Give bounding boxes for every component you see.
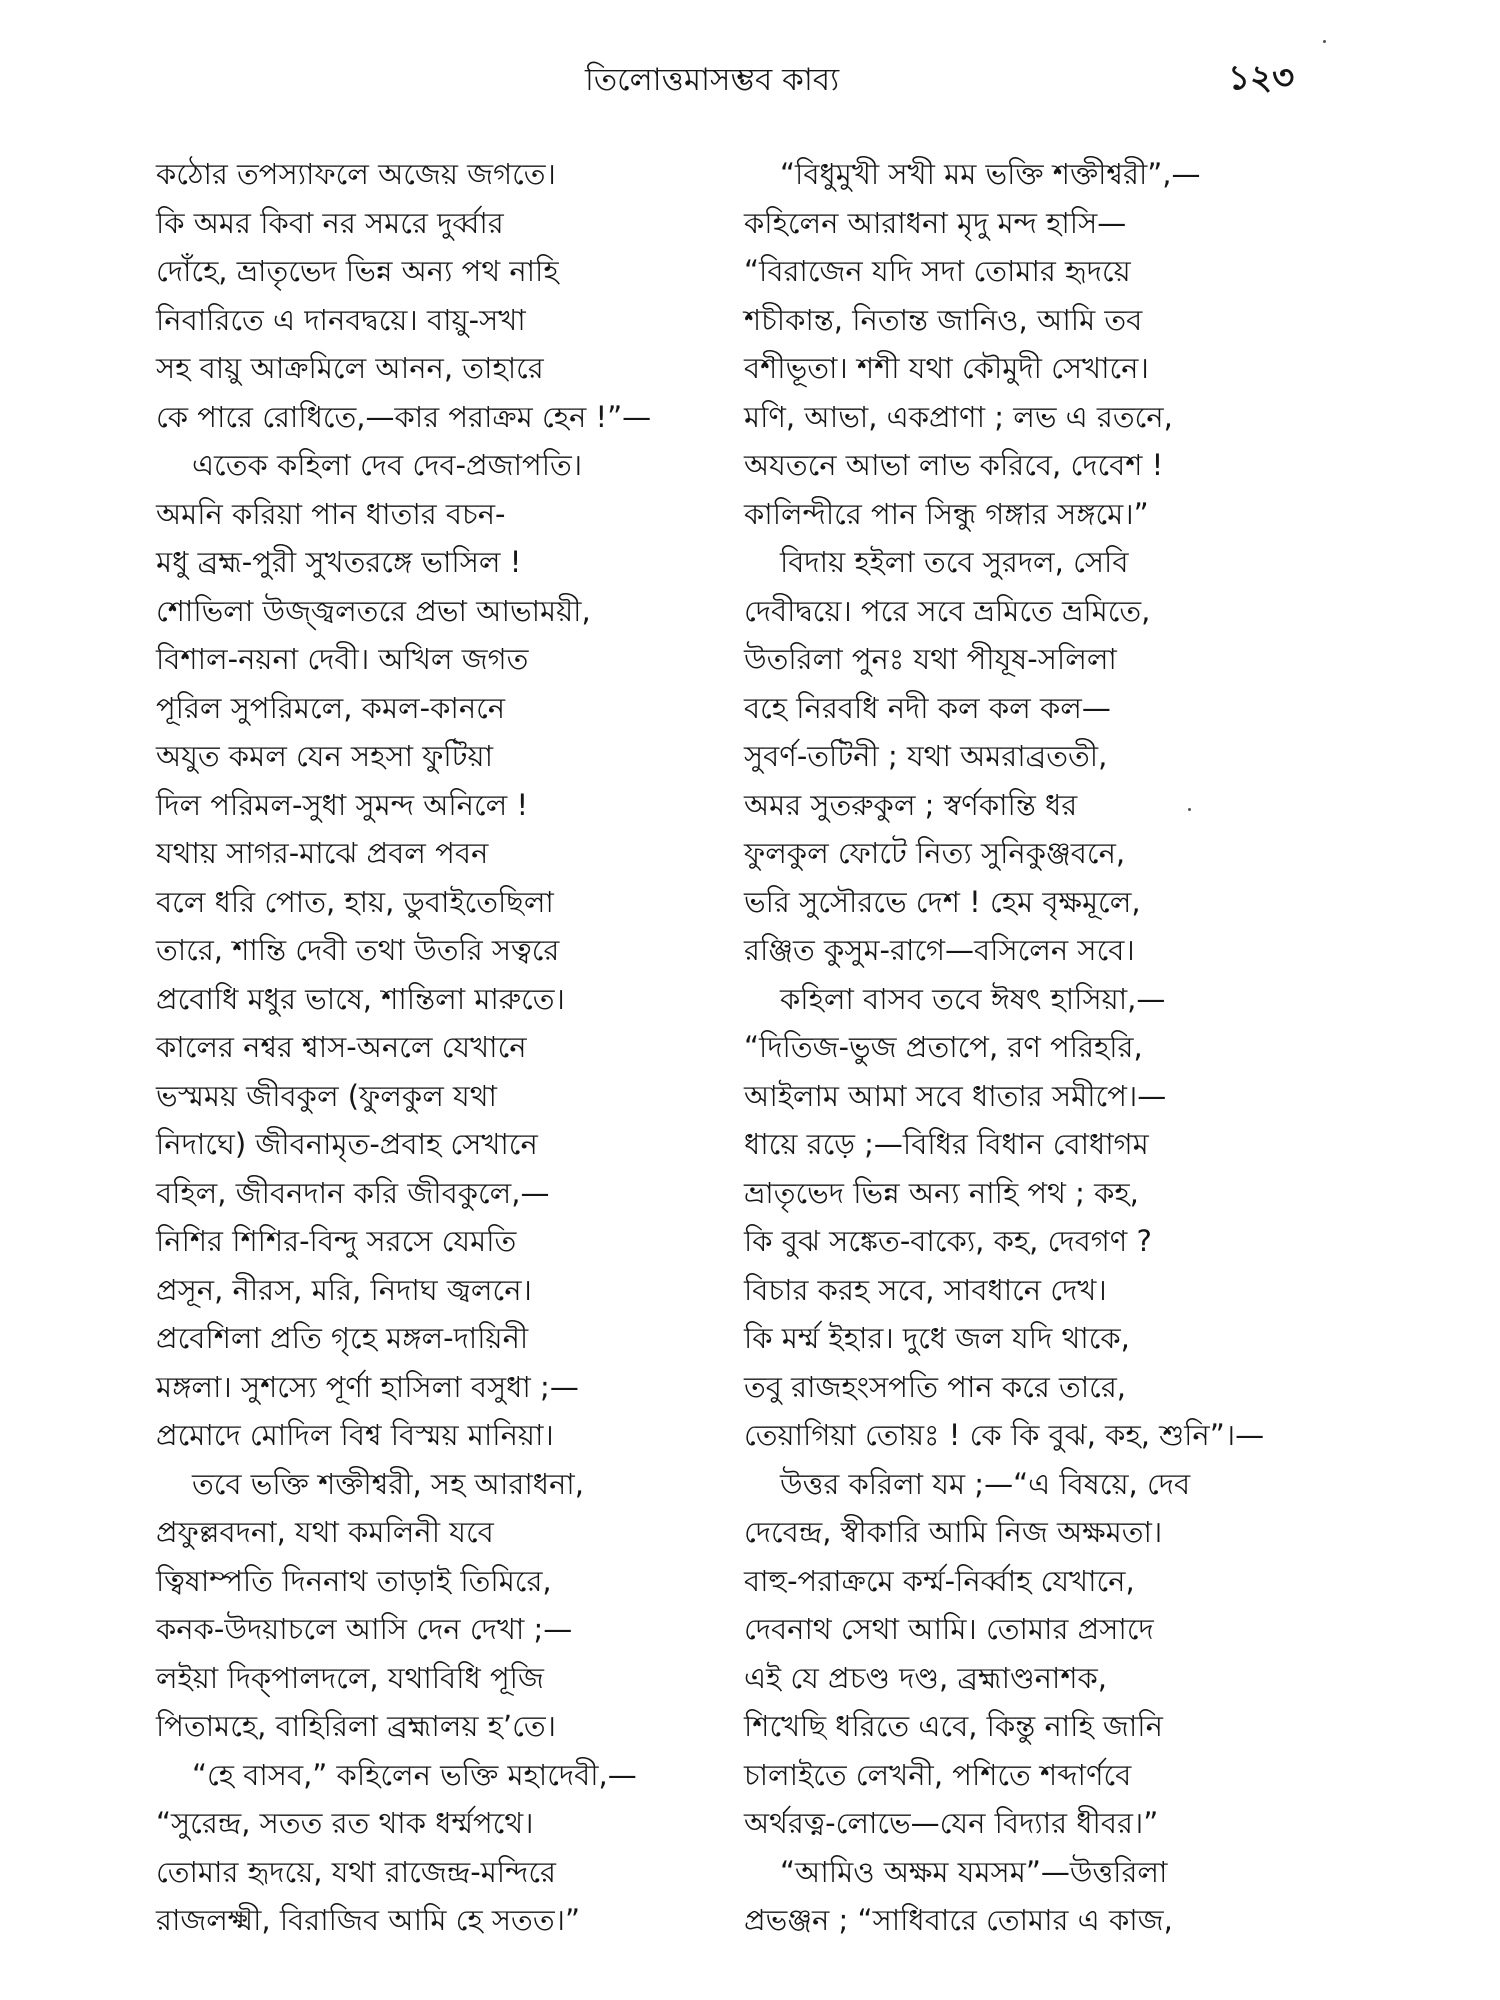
- verse-line: তেয়াগিয়া তোয়ঃ ! কে কি বুঝ, কহ, শুনি”।—: [744, 1418, 1265, 1452]
- verse-line: নিশির শিশির-বিন্দু সরসে যেমতি: [156, 1224, 517, 1258]
- verse-line: দিল পরিমল-সুধা সুমন্দ অনিলে !: [156, 787, 529, 822]
- verse-line: শচীকান্ত, নিতান্ত জানিও, আমি তব: [744, 302, 1143, 337]
- right-column: [744, 150, 1304, 1945]
- verse-line: এই যে প্রচণ্ড দণ্ড, ব্রহ্মাণ্ডনাশক,: [744, 1660, 1107, 1695]
- verse-line: কি মর্ম্ম ইহার। দুধে জল যদি থাকে,: [744, 1321, 1130, 1355]
- verse-line: বিদায় হইলা তবে সুরদল, সেবি: [780, 545, 1129, 579]
- verse-line: কহিলেন আরাধনা মৃদু মন্দ হাসি—: [744, 205, 1127, 240]
- verse-line: রঞ্জিত কুসুম-রাগে—বসিলেন সবে।: [744, 933, 1135, 967]
- verse-line: তারে, শান্তি দেবী তথা উতরি সত্বরে: [156, 933, 560, 967]
- verse-line: “আমিও অক্ষম যমসম”—উত্তরিলা: [780, 1854, 1168, 1889]
- verse-line: মধু ব্রহ্ম-পুরী সুখতরঙ্গে ভাসিল !: [156, 545, 522, 579]
- verse-line: কে পারে রোধিতে,—কার পরাক্রম হেন !”—: [156, 399, 652, 434]
- verse-line: প্রবোধি মধুর ভাষে, শান্তিলা মারুতে।: [156, 981, 565, 1016]
- verse-line: উত্তর করিলা যম ;—“এ বিষয়ে, দেব: [780, 1466, 1191, 1501]
- verse-line: উতরিলা পুনঃ যথা পীযূষ-সলিলা: [744, 642, 1117, 676]
- verse-line: অমর সুতরুকুল ; স্বর্ণকান্তি ধর: [744, 787, 1078, 822]
- verse-line: কি অমর কিবা নর সমরে দুর্ব্বার: [156, 205, 504, 240]
- left-column: [156, 150, 716, 1945]
- verse-line: তোমার হৃদয়ে, যথা রাজেন্দ্র-মন্দিরে: [156, 1854, 556, 1889]
- verse-line: শিখেছি ধরিতে এবে, কিন্তু নাহি জানি: [744, 1709, 1163, 1743]
- verse-line: অযতনে আভা লাভ করিবে, দেবেশ !: [744, 448, 1164, 482]
- verse-line: তবু রাজহংসপতি পান করে তারে,: [744, 1369, 1126, 1404]
- verse-line: দোঁহে, ভ্রাতৃভেদ ভিন্ন অন্য পথ নাহি: [156, 254, 559, 288]
- verse-line: লইয়া দিক্‌পালদলে, যথাবিধি পূজি: [156, 1660, 544, 1695]
- verse-line: প্রসূন, নীরস, মরি, নিদাঘ জ্বলনে।: [156, 1272, 532, 1307]
- verse-line: ধায়ে রড়ে ;—বিধির বিধান বোধাগম: [744, 1127, 1149, 1161]
- verse-line: বলে ধরি পোত, হায়, ডুবাইতেছিলা: [156, 884, 554, 919]
- verse-line: “হে বাসব,” কহিলেন ভক্তি মহাদেবী,—: [192, 1757, 637, 1792]
- verse-line: সহ বায়ু আক্রমিলে আনন, তাহারে: [156, 351, 544, 385]
- verse-line: বাহু-পরাক্রমে কর্ম্ম-নির্ব্বাহ যেখানে,: [744, 1563, 1135, 1598]
- verse-line: এতেক কহিলা দেব দেব-প্রজাপতি।: [192, 448, 583, 482]
- verse-line: ভরি সুসৌরভে দেশ ! হেম বৃক্ষমূলে,: [744, 884, 1141, 919]
- verse-line: নিদাঘে) জীবনামৃত-প্রবাহ সেখানে: [156, 1127, 538, 1161]
- verse-line: অমনি করিয়া পান ধাতার বচন-: [156, 496, 506, 531]
- verse-line: চালাইতে লেখনী, পশিতে শব্দার্ণবে: [744, 1757, 1132, 1792]
- verse-line: বশীভূতা। শশী যথা কৌমুদী সেখানে।: [744, 351, 1149, 385]
- verse-line: দেবীদ্বয়ে। পরে সবে ভ্রমিতে ভ্রমিতে,: [744, 593, 1151, 628]
- verse-line: ত্বিষাম্পতি দিননাথ তাড়াই তিমিরে,: [156, 1563, 552, 1598]
- verse-line: প্রমোদে মোদিল বিশ্ব বিস্ময় মানিয়া।: [156, 1418, 554, 1452]
- verse-line: বহে নিরবধি নদী কল কল কল—: [744, 690, 1111, 725]
- print-speck: [1188, 808, 1191, 811]
- verse-line: প্রবেশিলা প্রতি গৃহে মঙ্গল-দায়িনী: [156, 1321, 529, 1355]
- running-title: তিলোত্তমাসম্ভব কাব্য: [585, 62, 840, 98]
- verse-line: সুবর্ণ-তটিনী ; যথা অমরাব্রততী,: [744, 739, 1108, 773]
- verse-line: যথায় সাগর-মাঝে প্রবল পবন: [156, 836, 489, 870]
- verse-line: প্রফুল্লবদনা, যথা কমলিনী যবে: [156, 1515, 494, 1549]
- verse-line: মঙ্গলা। সুশস্যে পূর্ণা হাসিলা বসুধা ;—: [156, 1369, 579, 1404]
- verse-line: “বিরাজেন যদি সদা তোমার হৃদয়ে: [744, 254, 1131, 288]
- verse-line: বহিল, জীবনদান করি জীবকুলে,—: [156, 1175, 550, 1210]
- verse-line: ভ্রাতৃভেদ ভিন্ন অন্য নাহি পথ ; কহ,: [744, 1175, 1139, 1210]
- verse-line: কহিলা বাসব তবে ঈষৎ হাসিয়া,—: [780, 981, 1166, 1016]
- verse-line: কি বুঝ সঙ্কেত-বাক্যে, কহ, দেবগণ ?: [744, 1224, 1152, 1258]
- verse-line: বিচার করহ সবে, সাবধানে দেখ।: [744, 1272, 1107, 1307]
- verse-line: ফুলকুল ফোটে নিত্য সুনিকুঞ্জবনে,: [744, 836, 1126, 870]
- verse-line: “সুরেন্দ্র, সতত রত থাক ধর্ম্মপথে।: [156, 1806, 534, 1840]
- verse-line: দেবনাথ সেথা আমি। তোমার প্রসাদে: [744, 1612, 1154, 1646]
- verse-line: পিতামহে, বাহিরিলা ব্রহ্মালয় হ’তে।: [156, 1709, 557, 1743]
- verse-line: কনক-উদয়াচলে আসি দেন দেখা ;—: [156, 1612, 573, 1646]
- verse-line: রাজলক্ষ্মী, বিরাজিব আমি হে সতত।”: [156, 1903, 580, 1937]
- verse-line: পূরিল সুপরিমলে, কমল-কাননে: [156, 690, 506, 725]
- verse-line: শোভিলা উজ্জ্বলতরে প্রভা আভাময়ী,: [156, 593, 591, 628]
- verse-line: অযুত কমল যেন সহসা ফুটিয়া: [156, 739, 493, 773]
- verse-line: কালের নশ্বর শ্বাস-অনলে যেখানে: [156, 1030, 527, 1064]
- page-number: ১২৩: [1228, 58, 1295, 98]
- verse-line: আইলাম আমা সবে ধাতার সমীপে।—: [744, 1078, 1167, 1113]
- verse-line: “দিতিজ-ভুজ প্রতাপে, রণ পরিহরি,: [744, 1030, 1143, 1064]
- page-header: [0, 50, 1500, 110]
- verse-line: নিবারিতে এ দানবদ্বয়ে। বায়ু-সখা: [156, 302, 526, 337]
- verse-line: দেবেন্দ্র, স্বীকারি আমি নিজ অক্ষমতা।: [744, 1515, 1163, 1549]
- verse-line: মণি, আভা, একপ্রাণা ; লভ এ রতনে,: [744, 399, 1173, 434]
- verse-line: অর্থরত্ন-লোভে—যেন বিদ্যার ধীবর।”: [744, 1806, 1159, 1840]
- verse-line: প্রভঞ্জন ; “সাধিবারে তোমার এ কাজ,: [744, 1903, 1173, 1937]
- verse-line: বিশাল-নয়না দেবী। অখিল জগত: [156, 642, 529, 676]
- verse-line: কালিন্দীরে পান সিন্ধু গঙ্গার সঙ্গমে।”: [744, 496, 1149, 531]
- verse-line: তবে ভক্তি শক্তীশ্বরী, সহ আরাধনা,: [192, 1466, 584, 1501]
- verse-line: “বিধুমুখী সখী মম ভক্তি শক্তীশ্বরী”,—: [780, 157, 1201, 191]
- verse-line: ভস্মময় জীবকুল (ফুলকুল যথা: [156, 1078, 497, 1113]
- verse-line: কঠোর তপস্যাফলে অজেয় জগতে।: [156, 157, 556, 191]
- print-speck: [1323, 40, 1326, 43]
